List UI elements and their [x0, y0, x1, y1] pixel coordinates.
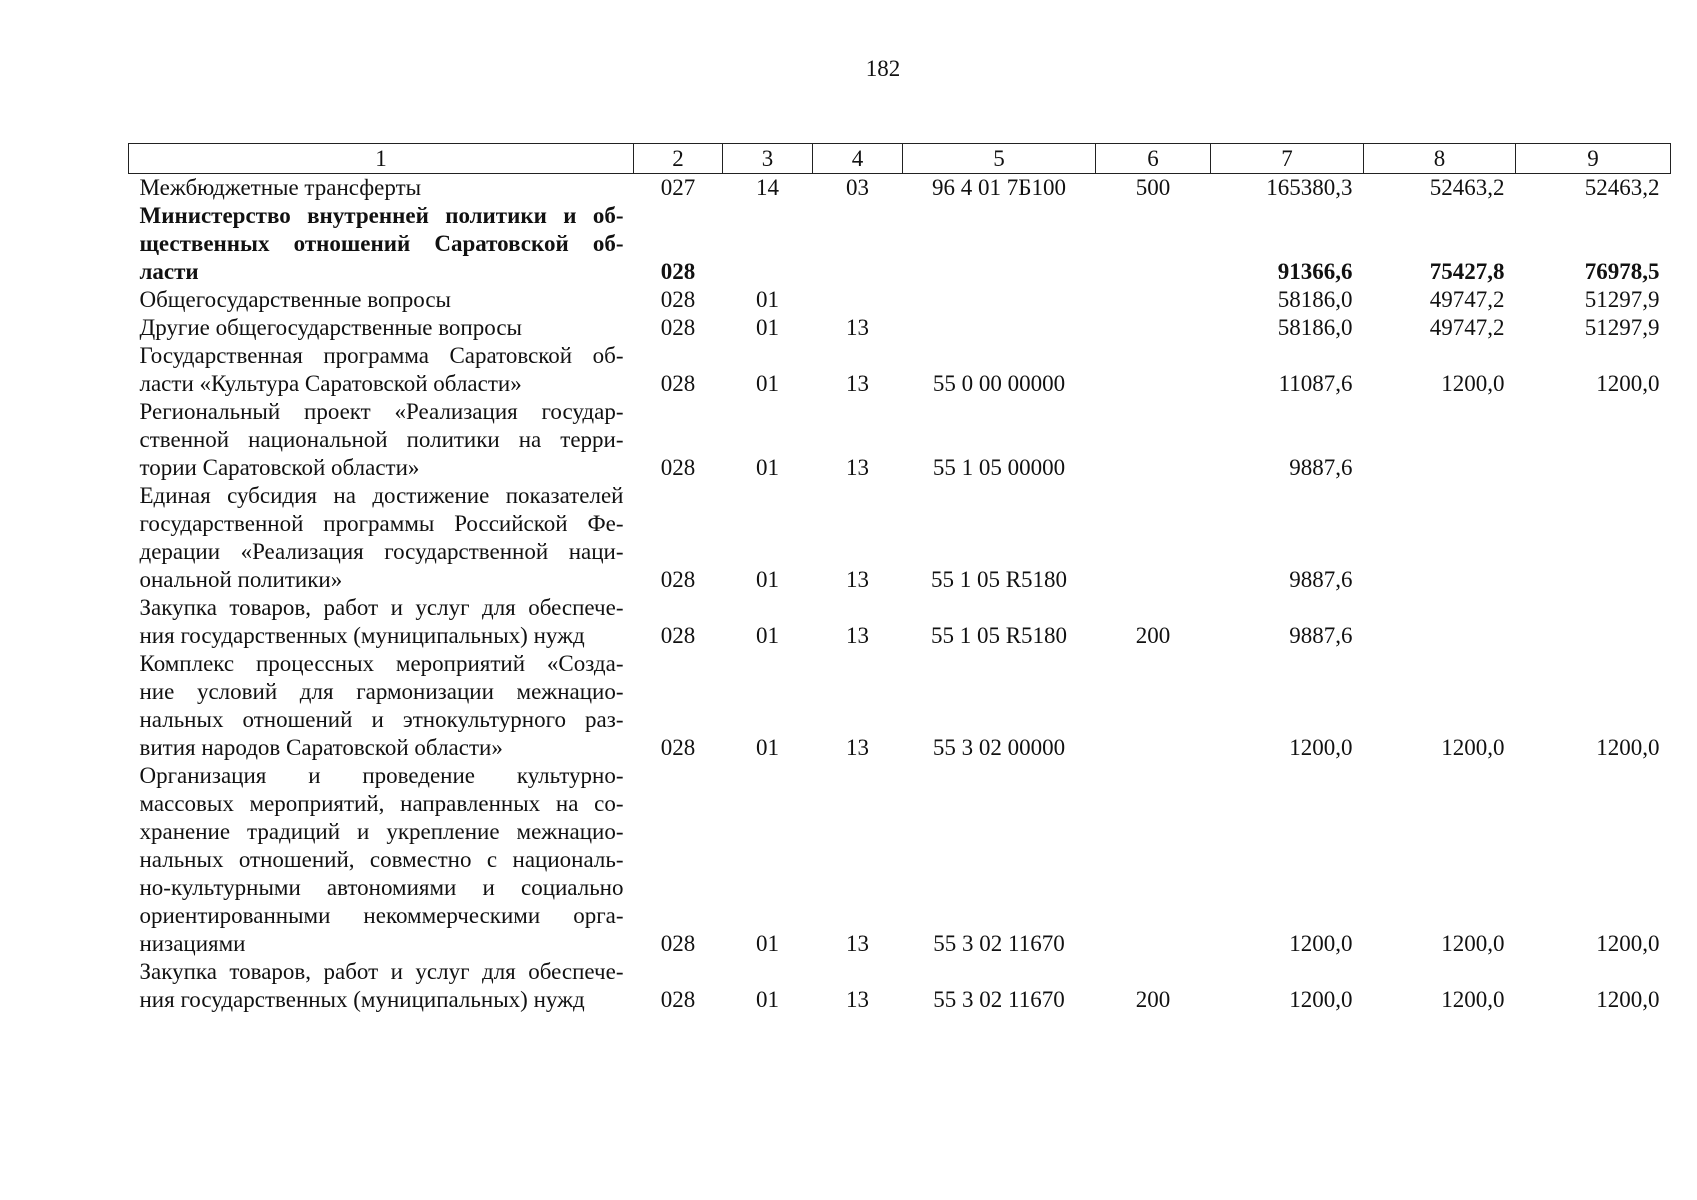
cell-amount-year-1: 11087,6 [1278, 371, 1353, 396]
cell-amount-year-2: 1200,0 [1441, 931, 1505, 956]
cell-expense-type [1096, 762, 1211, 958]
table-row [129, 174, 1671, 203]
cell-admin-code: 028 [660, 315, 696, 340]
item-name-line: массовых мероприятий, направленных на со- [139, 791, 624, 816]
cell-amount-year-3: 1200,0 [1596, 371, 1660, 396]
cell-amount-year-2: 1200,0 [1441, 371, 1505, 396]
table-row [129, 762, 1671, 958]
cell-section [723, 202, 813, 286]
cell-admin-code: 028 [660, 455, 696, 480]
cell-amount-year-2: 75427,8 [1429, 259, 1505, 284]
cell-item-name [129, 342, 634, 398]
cell-admin-code: 028 [660, 987, 696, 1012]
item-name-line: ственной национальной политики на терри- [139, 427, 624, 452]
cell-amount-year-1: 58186,0 [1277, 287, 1353, 312]
table-row [129, 398, 1671, 482]
item-name-line: ональной политики» [139, 567, 343, 592]
item-name-line: нальных отношений, совместно с националь- [139, 847, 624, 872]
cell-admin-code: 027 [660, 175, 696, 200]
cell-subsection [813, 202, 903, 286]
item-name-line: ния государственных (муниципальных) нужд [139, 987, 585, 1012]
cell-section: 01 [756, 371, 779, 396]
item-name-line: дерации «Реализация государственной наци- [139, 539, 624, 564]
item-name-line: Межбюджетные трансферты [139, 175, 422, 200]
item-name-line: Комплекс процессных мероприятий «Созда- [139, 651, 624, 676]
cell-admin-code: 028 [660, 735, 696, 760]
cell-item-name [129, 286, 634, 314]
cell-subsection: 13 [846, 567, 869, 592]
header-col-3: 3 [723, 144, 813, 174]
item-name-line: Закупка товаров, работ и услуг для обеспече- [139, 959, 624, 984]
item-name-line: Единая субсидия на достижение показателей [139, 483, 624, 508]
cell-amount-year-2: 49747,2 [1429, 287, 1505, 312]
item-name-line: вития народов Саратовской области» [139, 735, 503, 760]
cell-expense-type [1096, 398, 1211, 482]
cell-target-article [903, 314, 1096, 342]
cell-item-name [129, 482, 634, 594]
cell-subsection: 13 [846, 371, 869, 396]
cell-amount-year-3 [1516, 398, 1671, 482]
table-row [129, 342, 1671, 398]
cell-item-name [129, 650, 634, 762]
cell-amount-year-2: 1200,0 [1441, 987, 1505, 1012]
table-body [129, 174, 1671, 1015]
cell-admin-code: 028 [660, 287, 696, 312]
cell-admin-code: 028 [660, 259, 696, 284]
header-col-1: 1 [129, 144, 634, 174]
item-name-line: Государственная программа Саратовской об- [139, 343, 624, 368]
header-row [129, 144, 1671, 174]
cell-amount-year-1: 165380,3 [1266, 175, 1353, 200]
cell-amount-year-2: 49747,2 [1429, 315, 1505, 340]
cell-target-article: 55 1 05 00000 [932, 455, 1066, 480]
cell-subsection: 13 [846, 987, 869, 1012]
cell-item-name [129, 762, 634, 958]
cell-amount-year-3: 51297,9 [1584, 315, 1660, 340]
cell-amount-year-3 [1516, 482, 1671, 594]
cell-target-article [903, 286, 1096, 314]
cell-target-article: 55 1 05 R5180 [930, 623, 1068, 648]
cell-expense-type [1096, 286, 1211, 314]
item-name-line: но-культурными автономиями и социально [139, 875, 624, 900]
cell-amount-year-1: 1200,0 [1289, 735, 1353, 760]
cell-admin-code: 028 [660, 371, 696, 396]
cell-item-name [129, 314, 634, 342]
item-name-line: щественных отношений Саратовской об- [139, 231, 624, 256]
item-name-line: Организация и проведение культурно- [139, 763, 624, 788]
cell-amount-year-3: 1200,0 [1596, 931, 1660, 956]
item-name-line: Региональный проект «Реализация государ- [139, 399, 624, 424]
header-col-8: 8 [1364, 144, 1516, 174]
item-name-line: Министерство внутренней политики и об- [139, 203, 624, 228]
item-name-line: Другие общегосударственные вопросы [139, 315, 522, 340]
table-row [129, 958, 1671, 1014]
table-header [129, 144, 1671, 174]
cell-item-name [129, 174, 634, 203]
cell-amount-year-3: 1200,0 [1596, 987, 1660, 1012]
cell-amount-year-1: 1200,0 [1289, 931, 1353, 956]
cell-target-article: 96 4 01 7Б100 [932, 175, 1066, 200]
header-col-6: 6 [1096, 144, 1211, 174]
cell-subsection: 13 [846, 623, 869, 648]
table-row [129, 650, 1671, 762]
table-row [129, 286, 1671, 314]
item-name-line: ласти [139, 259, 199, 284]
cell-item-name [129, 958, 634, 1014]
item-name-line: ние условий для гармонизации межнацио- [139, 679, 624, 704]
cell-item-name [129, 398, 634, 482]
cell-admin-code: 028 [660, 931, 696, 956]
item-name-line: Закупка товаров, работ и услуг для обеспече- [139, 595, 624, 620]
header-col-5: 5 [903, 144, 1096, 174]
cell-expense-type: 500 [1135, 175, 1171, 200]
cell-subsection [813, 286, 903, 314]
cell-expense-type [1096, 202, 1211, 286]
table-row [129, 482, 1671, 594]
cell-expense-type [1096, 314, 1211, 342]
item-name-line: Общегосударственные вопросы [139, 287, 451, 312]
cell-amount-year-2: 1200,0 [1441, 735, 1505, 760]
item-name-line: ласти «Культура Саратовской области» [139, 371, 522, 396]
cell-subsection: 13 [846, 455, 869, 480]
cell-amount-year-3: 51297,9 [1584, 287, 1660, 312]
cell-amount-year-3: 52463,2 [1584, 175, 1660, 200]
cell-amount-year-2 [1364, 594, 1516, 650]
cell-expense-type [1096, 342, 1211, 398]
cell-target-article: 55 3 02 11670 [933, 987, 1065, 1012]
table-row [129, 314, 1671, 342]
cell-expense-type [1096, 650, 1211, 762]
cell-expense-type [1096, 482, 1211, 594]
cell-section: 01 [756, 931, 779, 956]
item-name-line: ориентированными некоммерческими орга- [139, 903, 624, 928]
cell-subsection: 13 [846, 735, 869, 760]
cell-amount-year-1: 58186,0 [1277, 315, 1353, 340]
cell-section: 01 [756, 567, 779, 592]
cell-amount-year-1: 91366,6 [1277, 259, 1353, 284]
cell-amount-year-3: 76978,5 [1584, 259, 1660, 284]
cell-amount-year-2 [1364, 482, 1516, 594]
cell-section: 01 [756, 287, 779, 312]
cell-amount-year-1: 9887,6 [1289, 567, 1353, 592]
item-name-line: тории Саратовской области» [139, 455, 420, 480]
cell-section: 01 [756, 455, 779, 480]
item-name-line: ния государственных (муниципальных) нужд [139, 623, 585, 648]
cell-admin-code: 028 [660, 623, 696, 648]
header-col-4: 4 [813, 144, 903, 174]
cell-item-name [129, 202, 634, 286]
table-row [129, 202, 1671, 286]
cell-item-name [129, 594, 634, 650]
cell-amount-year-2: 52463,2 [1429, 175, 1505, 200]
page-number: 182 [865, 56, 901, 81]
cell-expense-type: 200 [1135, 987, 1171, 1012]
cell-target-article: 55 3 02 00000 [932, 735, 1066, 760]
cell-amount-year-1: 9887,6 [1289, 623, 1353, 648]
cell-subsection: 13 [846, 931, 869, 956]
cell-amount-year-2 [1364, 398, 1516, 482]
cell-amount-year-1: 9887,6 [1289, 455, 1353, 480]
cell-subsection: 13 [846, 315, 869, 340]
cell-section: 01 [756, 623, 779, 648]
cell-target-article: 55 3 02 11670 [933, 931, 1065, 956]
cell-expense-type: 200 [1135, 623, 1171, 648]
cell-target-article: 55 1 05 R5180 [930, 567, 1068, 592]
budget-table [128, 143, 1671, 1014]
cell-section: 01 [756, 315, 779, 340]
item-name-line: хранение традиций и укрепление межнацио- [139, 819, 624, 844]
cell-amount-year-3 [1516, 594, 1671, 650]
cell-target-article [903, 202, 1096, 286]
cell-section: 01 [756, 987, 779, 1012]
cell-amount-year-1: 1200,0 [1289, 987, 1353, 1012]
cell-subsection: 03 [846, 175, 869, 200]
table-row [129, 594, 1671, 650]
header-col-2: 2 [634, 144, 723, 174]
item-name-line: низациями [139, 931, 246, 956]
header-col-7: 7 [1211, 144, 1364, 174]
header-col-9: 9 [1516, 144, 1671, 174]
cell-section: 01 [756, 735, 779, 760]
cell-section: 14 [756, 175, 779, 200]
cell-admin-code: 028 [660, 567, 696, 592]
cell-amount-year-3: 1200,0 [1596, 735, 1660, 760]
cell-target-article: 55 0 00 00000 [932, 371, 1066, 396]
item-name-line: государственной программы Российской Фе- [139, 511, 624, 536]
item-name-line: нальных отношений и этнокультурного раз- [139, 707, 624, 732]
